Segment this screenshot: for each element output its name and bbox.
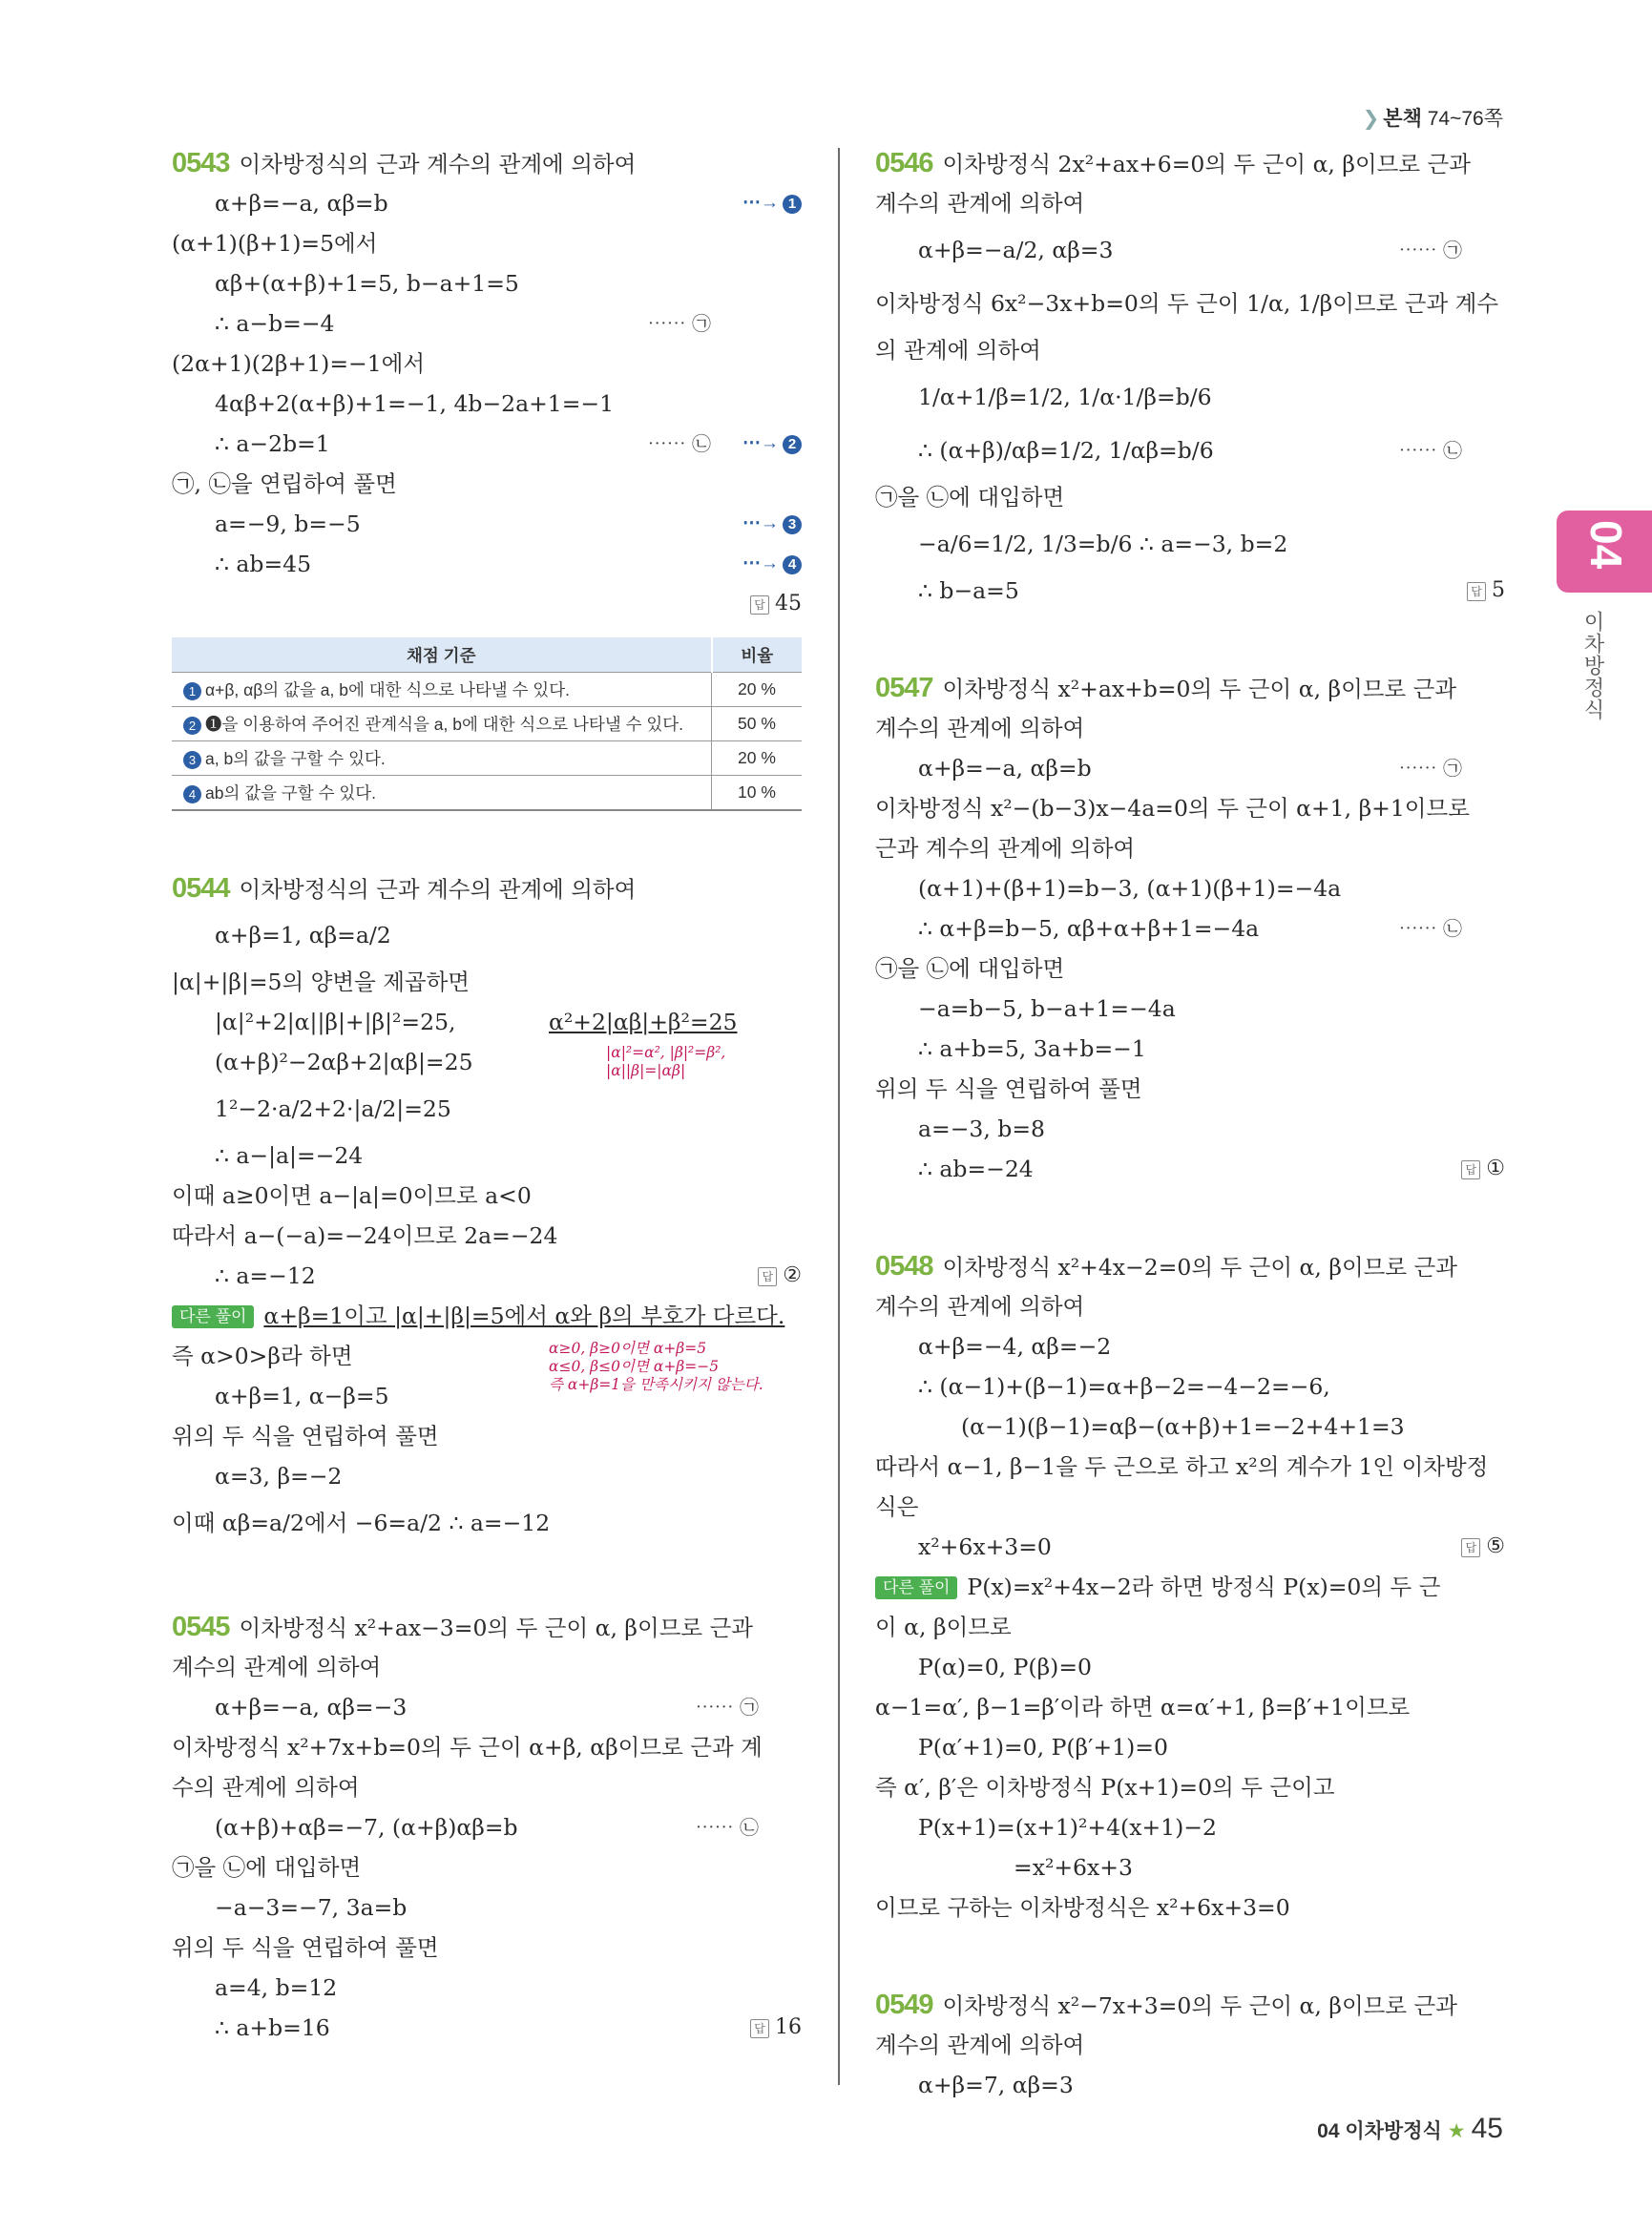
answer: 답 ① — [1461, 1149, 1505, 1189]
text-line: 이차방정식 x²+ax−3=0의 두 근이 α, β이므로 근과 — [239, 1615, 753, 1641]
text-line: x²+6x+3=0 — [918, 1533, 1052, 1560]
text-line: 위의 두 식을 연립하여 풀면 — [172, 1934, 439, 1961]
text-line: 식은 — [875, 1493, 919, 1520]
chevron-right-icon: ❯ — [1362, 108, 1380, 130]
text-line: ∴ (α−1)+(β−1)=α+β−2=−4−2=−6, — [918, 1373, 1330, 1400]
page-number: 45 — [1471, 2113, 1503, 2144]
text-line: 이때 αβ=a/2에서 −6=a/2 ∴ a=−12 — [172, 1510, 551, 1536]
text-line: α+β=−a, αβ=b — [918, 755, 1092, 782]
table-header: 비율 — [712, 637, 803, 673]
text-line: 이차방정식의 근과 계수의 관계에 의하여 — [239, 876, 637, 903]
text-line: 따라서 a−(−a)=−24이므로 2a=−24 — [172, 1222, 558, 1249]
table-row: 1 α+β, αβ의 값을 a, b에 대한 식으로 나타낼 수 있다. 20 % — [172, 673, 802, 707]
table-row: 4 ab의 값을 구할 수 있다. 10 % — [172, 776, 802, 811]
text-line: (α+1)+(β+1)=b−3, (α+1)(β+1)=−4a — [918, 875, 1342, 902]
equation-label: ⋯⋯ ㉡ — [647, 432, 711, 455]
problem-number: 0545 — [172, 1612, 230, 1642]
chapter-number: 04 — [1581, 520, 1631, 570]
step-marker: ⋯→ 2 — [742, 424, 802, 464]
text-line: α+β=1, α−β=5 — [215, 1383, 389, 1409]
text-line: ∴ a−|a|=−24 — [215, 1142, 364, 1169]
text-line: −a=b−5, b−a+1=−4a — [918, 995, 1176, 1022]
step-marker: ⋯→ 3 — [742, 504, 802, 544]
text-line: α+β=1, αβ=a/2 — [215, 922, 391, 949]
text-line: ∴ ab=−24 — [918, 1156, 1034, 1182]
answer-icon: 답 — [1467, 582, 1486, 601]
text-line: 계수의 관계에 의하여 — [875, 2032, 1085, 2058]
solution-0543 — [172, 143, 802, 811]
text-line: (α+1)(β+1)=5에서 — [172, 230, 378, 257]
column-divider — [838, 148, 840, 2085]
text-line: P(x)=x²+4x−2라 하면 방정식 P(x)=0의 두 근 — [967, 1574, 1441, 1600]
annotation-note: α≥0, β≥0이면 α+β=5 α≤0, β≤0이면 α+β=−5 즉 α+β=1을 만족시키지 않는다. — [549, 1340, 763, 1393]
answer: 답 ⑤ — [1461, 1527, 1505, 1567]
text-line: 이차방정식 2x²+ax+6=0의 두 근이 α, β이므로 근과 — [942, 151, 1471, 177]
text-line: 위의 두 식을 연립하여 풀면 — [172, 1423, 439, 1449]
text-line: (α+β)+αβ=−7, (α+β)αβ=b — [215, 1814, 518, 1841]
text-line: α−1=α′, β−1=β′이라 하면 α=α′+1, β=β′+1이므로 — [875, 1694, 1411, 1720]
equation-label: ⋯⋯ ㉠ — [1398, 757, 1462, 780]
star-icon: ★ — [1447, 2120, 1466, 2142]
grading-table — [172, 637, 802, 811]
text-line: 계수의 관계에 의하여 — [172, 1654, 382, 1680]
text-line: 이차방정식 x²−(b−3)x−4a=0의 두 근이 α+1, β+1이므로 — [875, 795, 1470, 822]
text-line: ∴ (α+β)/αβ=1/2, 1/αβ=b/6 — [918, 437, 1214, 464]
text-line: α+β=−a, αβ=−3 — [215, 1694, 408, 1720]
text-line: ㉠, ㉡을 연립하여 풀면 — [172, 470, 397, 497]
text-line: 이때 a≥0이면 a−|a|=0이므로 a<0 — [172, 1182, 532, 1209]
annotation-note: |α|²=α², |β|²=β², |α||β|=|αβ| — [606, 1044, 726, 1079]
footer-chapter: 04 이차방정식 — [1317, 2120, 1442, 2142]
text-line: α+β=7, αβ=3 — [918, 2072, 1074, 2098]
table-row: 3 a, b의 값을 구할 수 있다. 20 % — [172, 741, 802, 776]
step-marker: ⋯→ 4 — [742, 544, 802, 584]
right-column — [875, 143, 1505, 2162]
chapter-title: 이차방정식 — [1581, 611, 1605, 720]
text-line: ∴ a−2b=1 — [215, 430, 330, 457]
text-line: ∴ a+b=16 — [215, 2014, 330, 2041]
answer: 답 16 — [750, 2008, 802, 2048]
text-line: −a/6=1/2, 1/3=b/6 ∴ a=−3, b=2 — [918, 531, 1288, 557]
equation-label: ⋯⋯ ㉡ — [695, 1816, 759, 1839]
text-line: 의 관계에 의하여 — [875, 337, 1041, 364]
answer-icon: 답 — [750, 595, 769, 615]
equation-label: ⋯⋯ ㉠ — [647, 312, 711, 335]
text-line: ㉠을 ㉡에 대입하면 — [875, 955, 1065, 982]
text-line: −a−3=−7, 3a=b — [215, 1894, 408, 1921]
text-line: 따라서 α−1, β−1을 두 근으로 하고 x²의 계수가 1인 이차방정 — [875, 1453, 1489, 1480]
text-line: 이차방정식의 근과 계수의 관계에 의하여 — [239, 151, 637, 177]
text-line: α+β=−4, αβ=−2 — [918, 1333, 1112, 1360]
page-reference — [1363, 103, 1503, 132]
solution-0548 — [875, 1246, 1505, 1928]
text-line: 계수의 관계에 의하여 — [875, 190, 1085, 217]
text-line: 이차방정식 6x²−3x+b=0의 두 근이 1/α, 1/β이므로 근과 계수 — [875, 290, 1499, 317]
equation-label: ⋯⋯ ㉡ — [1398, 917, 1462, 940]
table-row: 2 ❶을 이용하여 주어진 관계식을 a, b에 대한 식으로 나타낼 수 있다. 50 % — [172, 707, 802, 741]
text-line: 1²−2·a/2+2·|a/2|=25 — [215, 1095, 451, 1122]
step-marker: ⋯→ 1 — [742, 183, 802, 223]
text-line: ∴ a=−12 — [215, 1262, 316, 1289]
text-line: 이차방정식 x²+7x+b=0의 두 근이 α+β, αβ이므로 근과 계 — [172, 1734, 763, 1761]
answer: 답 ② — [758, 1256, 802, 1296]
text-line: 수의 관계에 의하여 — [172, 1774, 360, 1801]
text-line: 이차방정식 x²−7x+3=0의 두 근이 α, β이므로 근과 — [942, 1992, 1457, 2019]
solution-0549 — [875, 1985, 1505, 2105]
text-line: ㉠을 ㉡에 대입하면 — [875, 484, 1065, 511]
text-line: αβ+(α+β)+1=5, b−a+1=5 — [215, 270, 519, 297]
answer-icon: 답 — [1461, 1160, 1480, 1179]
text-line: (2α+1)(2β+1)=−1에서 — [172, 350, 426, 377]
text-line: α=3, β=−2 — [215, 1463, 343, 1490]
text-line: P(α′+1)=0, P(β′+1)=0 — [918, 1734, 1168, 1761]
text-line: 이차방정식 x²+ax+b=0의 두 근이 α, β이므로 근과 — [942, 676, 1457, 702]
problem-number: 0547 — [875, 673, 933, 703]
text-line: α+β=−a/2, αβ=3 — [918, 237, 1114, 263]
reference-prefix: 본책 — [1383, 108, 1422, 130]
text-line: P(x+1)=(x+1)²+4(x+1)−2 — [918, 1814, 1217, 1841]
problem-number: 0549 — [875, 1990, 933, 2020]
text-line: =x²+6x+3 — [1014, 1854, 1133, 1881]
text-line: 1/α+1/β=1/2, 1/α·1/β=b/6 — [918, 384, 1212, 410]
text-line: 근과 계수의 관계에 의하여 — [875, 835, 1136, 862]
text-line: ∴ ab=45 — [215, 551, 312, 577]
alt-solution-tag: 다른 풀이 — [172, 1305, 254, 1328]
answer-icon: 답 — [758, 1267, 777, 1286]
text-line: 이차방정식 x²+4x−2=0의 두 근이 α, β이므로 근과 — [942, 1254, 1457, 1281]
equation-label: ⋯⋯ ㉠ — [695, 1696, 759, 1719]
page-footer — [1317, 2113, 1503, 2145]
text-line: 4αβ+2(α+β)+1=−1, 4b−2a+1=−1 — [215, 390, 615, 417]
solution-0546 — [875, 143, 1505, 611]
text-line: ∴ a+b=5, 3a+b=−1 — [918, 1035, 1146, 1062]
equation-label: ⋯⋯ ㉠ — [1398, 239, 1462, 261]
problem-number: 0543 — [172, 148, 230, 178]
problem-number: 0544 — [172, 873, 230, 904]
text-line: a=−9, b=−5 — [215, 511, 361, 537]
equation-label: ⋯⋯ ㉡ — [1398, 439, 1462, 462]
text-line: (α−1)(β−1)=αβ−(α+β)+1=−2+4+1=3 — [961, 1413, 1405, 1440]
text-line: |α|²+2|α||β|+|β|²=25, — [215, 1009, 456, 1035]
text-line: 계수의 관계에 의하여 — [875, 715, 1085, 741]
text-line: |α|+|β|=5의 양변을 제곱하면 — [172, 969, 471, 995]
text-line: (α+β)²−2αβ+2|αβ|=25 — [215, 1049, 473, 1075]
answer-icon: 답 — [750, 2019, 769, 2038]
text-line: 계수의 관계에 의하여 — [875, 1293, 1085, 1320]
text-line: P(α)=0, P(β)=0 — [918, 1654, 1092, 1680]
text-line: 이므로 구하는 이차방정식은 x²+6x+3=0 — [875, 1894, 1290, 1921]
text-line: α+β=−a, αβ=b — [215, 190, 388, 217]
table-header: 채점 기준 — [172, 637, 712, 673]
answer: 답 45 — [750, 584, 802, 624]
text-line: 위의 두 식을 연립하여 풀면 — [875, 1075, 1142, 1102]
problem-number: 0548 — [875, 1251, 933, 1282]
problem-number: 0546 — [875, 148, 933, 178]
answer: 답 5 — [1467, 571, 1505, 611]
text-line: ∴ b−a=5 — [918, 577, 1019, 604]
text-line: ∴ a−b=−4 — [215, 310, 335, 337]
text-line: 이 α, β이므로 — [875, 1614, 1012, 1640]
left-column — [172, 143, 802, 2105]
reference-range: 74~76쪽 — [1427, 108, 1503, 130]
solution-0545 — [172, 1607, 802, 2048]
solution-0547 — [875, 668, 1505, 1189]
answer-icon: 답 — [1461, 1538, 1480, 1557]
text-line: a=4, b=12 — [215, 1974, 338, 2001]
text-line: α+β=1이고 |α|+|β|=5에서 α와 β의 부호가 다르다. — [263, 1303, 785, 1329]
text-line: ㉠을 ㉡에 대입하면 — [172, 1854, 362, 1881]
text-line: a=−3, b=8 — [918, 1116, 1045, 1142]
text-line: α²+2|αβ|+β²=25 — [549, 1009, 738, 1035]
text-line: 즉 α′, β′은 이차방정식 P(x+1)=0의 두 근이고 — [875, 1774, 1335, 1801]
text-line: 즉 α>0>β라 하면 — [172, 1343, 353, 1369]
text-line: ∴ α+β=b−5, αβ+α+β+1=−4a — [918, 915, 1260, 942]
alt-solution-tag: 다른 풀이 — [875, 1576, 957, 1599]
solution-0544 — [172, 868, 802, 1550]
